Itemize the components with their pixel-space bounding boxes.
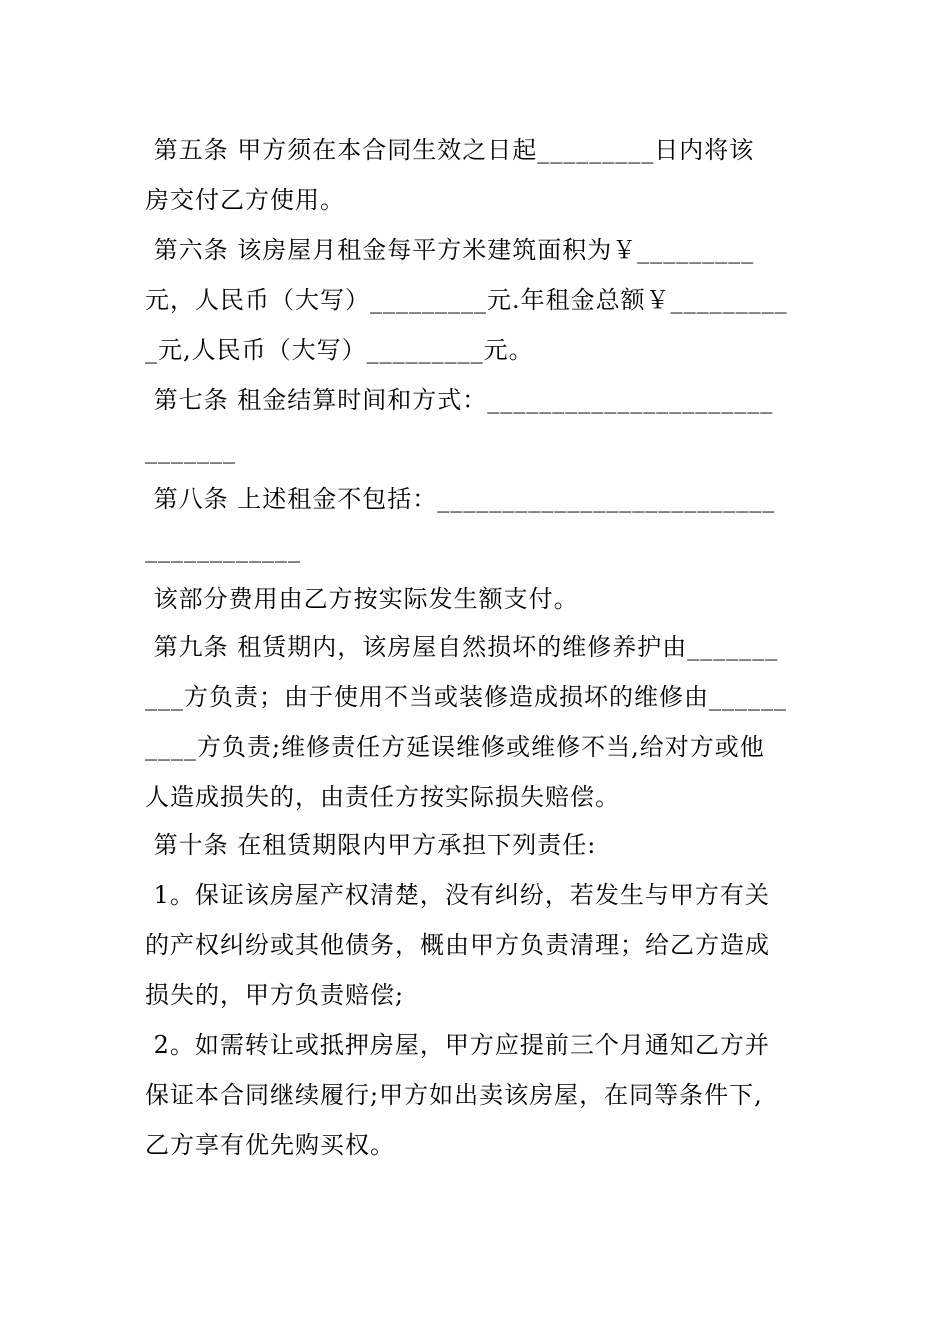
text-line: 乙方享有优先购买权。	[145, 1131, 395, 1159]
text-line: 该部分费用由乙方按实际发生额支付。	[145, 585, 579, 613]
text-line: 的产权纠纷或其他债务，概由甲方负责清理；给乙方造成	[145, 931, 770, 959]
text-line: 第九条 租赁期内，该房屋自然损坏的维修养护由_______	[145, 633, 779, 661]
text-line: _元,人民币（大写）_________元。	[145, 336, 534, 364]
text-line: 保证本合同继续履行;甲方如出卖该房屋，在同等条件下,	[145, 1081, 763, 1109]
text-line: ____________	[145, 535, 301, 563]
text-line: _______	[145, 436, 236, 464]
text-line: 第五条 甲方须在本合同生效之日起_________日内将该	[145, 136, 755, 164]
text-line: 房交付乙方使用。	[145, 186, 345, 214]
text-line: 1。保证该房屋产权清楚，没有纠纷，若发生与甲方有关	[145, 881, 770, 909]
text-line: ___方负责；由于使用不当或装修造成损坏的维修由______	[145, 683, 787, 711]
text-line: 第十条 在租赁期限内甲方承担下列责任:	[145, 831, 597, 859]
text-line: 人造成损失的，由责任方按实际损失赔偿。	[145, 783, 620, 811]
text-line: 元，人民币（大写）_________元.年租金总额￥_________	[145, 286, 788, 314]
text-line: 第六条 该房屋月租金每平方米建筑面积为￥_________	[145, 236, 755, 264]
text-line: 2。如需转让或抵押房屋，甲方应提前三个月通知乙方并	[145, 1031, 770, 1059]
text-line: ____方负责;维修责任方延误维修或维修不当,给对方或他	[145, 733, 765, 761]
text-line: 第八条 上述租金不包括：__________________________	[145, 485, 776, 513]
text-line: 第七条 租金结算时间和方式：______________________	[145, 386, 774, 414]
text-line: 损失的，甲方负责赔偿;	[145, 981, 405, 1009]
